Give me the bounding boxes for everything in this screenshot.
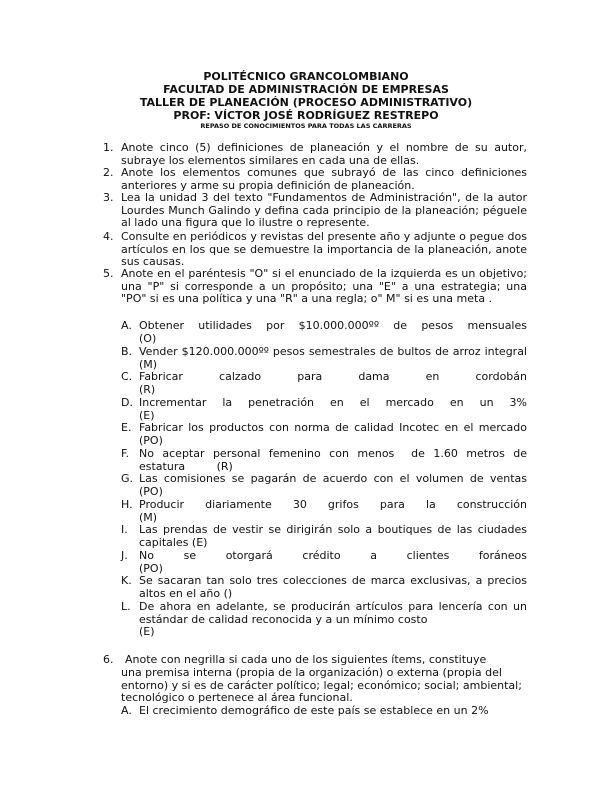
item-tag: (R) — [139, 382, 156, 396]
item-text: Producir diariamente 30 grifos para la construcción — [139, 498, 527, 511]
question-number: 4. — [103, 230, 114, 243]
workshop-title: TALLER DE PLANEACIÓN (PROCESO ADMINISTRATIVO) — [139, 96, 473, 109]
item-text: Vender $120.000.000ºº pesos semestrales de bultos de arroz integral — [139, 345, 527, 358]
item-text: Fabricar calzado para dama en cordobán — [139, 370, 527, 383]
item-letter: F. — [121, 447, 130, 460]
item-text: Las prendas de vestir se dirigirán solo a boutiques de las ciudades capitales (E) — [139, 523, 527, 549]
question-text: Anote los elementos comunes que subrayó de las cinco definiciones anteriores y arme su propia definición de planeación. — [121, 166, 527, 192]
professor-name: PROF: VÍCTOR JOSÉ RODRÍGUEZ RESTREPO — [173, 109, 439, 122]
item-tag: (E) — [139, 625, 155, 639]
faculty-title: FACULTAD DE ADMINISTRACIÓN DE EMPRESAS — [163, 83, 449, 96]
item-text: No se otorgará crédito a clientes foráneos — [139, 549, 527, 562]
question-number: 1. — [103, 141, 114, 154]
item-tag: (PO) — [139, 561, 163, 575]
item-tag: (E) — [139, 408, 155, 422]
item-text: No aceptar personal femenino con menos de 1.60 metros de estatura (R) — [139, 447, 531, 473]
question-number: 6. — [103, 653, 114, 666]
item-text: El crecimiento demográfico de este país se establece en un 2% — [139, 704, 489, 717]
item-letter: E. — [121, 421, 132, 434]
question-number: 5. — [103, 267, 114, 280]
item-tag: (M) — [139, 510, 158, 524]
question-text: Lea la unidad 3 del texto "Fundamentos de Administración", de la autor Lourdes Munch Galindo y defina cada principio de la planeación; péguele al lado una figura que lo ilustre o represente. — [121, 191, 527, 230]
item-letter: K. — [121, 574, 132, 587]
list-item — [139, 371, 527, 396]
question-number: 2. — [103, 166, 114, 179]
item-text: Fabricar los productos con norma de calidad Incotec en el mercado — [139, 421, 527, 434]
item-letter: I. — [121, 523, 128, 536]
list-item — [139, 447, 531, 473]
review-subtitle: REPASO DE CONOCIMIENTOS PARA TODAS LAS CARRERAS — [200, 122, 412, 130]
item-letter: A. — [121, 704, 132, 717]
list-item — [139, 346, 527, 371]
list-item — [139, 320, 527, 345]
item-letter: C. — [121, 370, 133, 383]
question-text: una premisa interna (propia de la organización) o externa (propia del entorno) y si es de carácter político; legal; económico; social; ambiental; tecnológico o pertenece al área funcional. — [121, 666, 522, 705]
item-text: Incrementar la penetración en el mercado en un 3% — [139, 396, 527, 409]
item-tag: (PO) — [139, 484, 163, 498]
question-text: Consulte en periódicos y revistas del presente año y adjunte o pegue dos artículos en los que se demuestre la importancia de la planeación, anote sus causas. — [121, 230, 527, 269]
list-item — [139, 397, 527, 422]
question-text: Anote con negrilla si cada uno de los siguientes ítems, constituye — [125, 653, 487, 666]
list-item — [139, 499, 527, 524]
item-tag: (M) — [139, 357, 158, 371]
item-letter: J. — [121, 549, 128, 562]
item-text: De ahora en adelante, se producirán artículos para lencería con un estándar de calidad reconocida y a un mínimo costo — [139, 600, 527, 626]
question-text: Anote en el paréntesis "O" si el enunciado de la izquierda es un objetivo; una "P" si corresponde a un propósito; una "E" a una estrategia; una "PO" si es una política y una "R" a una regla; o" M" si es una meta . — [121, 267, 527, 306]
list-item — [139, 422, 527, 447]
item-letter: A. — [121, 319, 132, 332]
list-item — [139, 705, 527, 718]
item-letter: H. — [121, 498, 133, 511]
item-letter: D. — [121, 396, 133, 409]
list-item — [139, 575, 527, 600]
item-text: Obtener utilidades por $10.000.000ºº de pesos mensuales — [139, 319, 527, 332]
item-text: Las comisiones se pagarán de acuerdo con el volumen de ventas — [139, 472, 527, 485]
list-item — [139, 524, 527, 549]
question-text: Anote cinco (5) definiciones de planeación y el nombre de su autor, subraye los elementos similares en cada una de ellas. — [121, 141, 527, 167]
item-letter: B. — [121, 345, 133, 358]
list-item — [139, 601, 527, 639]
list-item — [139, 473, 527, 498]
item-tag: (O) — [139, 331, 157, 345]
question-number: 3. — [103, 191, 114, 204]
item-text: Se sacaran tan solo tres colecciones de marca exclusivas, a precios altos en el año () — [139, 574, 527, 600]
item-letter: L. — [121, 600, 131, 613]
institution-title: POLITÉCNICO GRANCOLOMBIANO — [203, 70, 409, 83]
item-tag: (PO) — [139, 433, 163, 447]
list-item — [139, 550, 527, 575]
item-letter: G. — [121, 472, 134, 485]
